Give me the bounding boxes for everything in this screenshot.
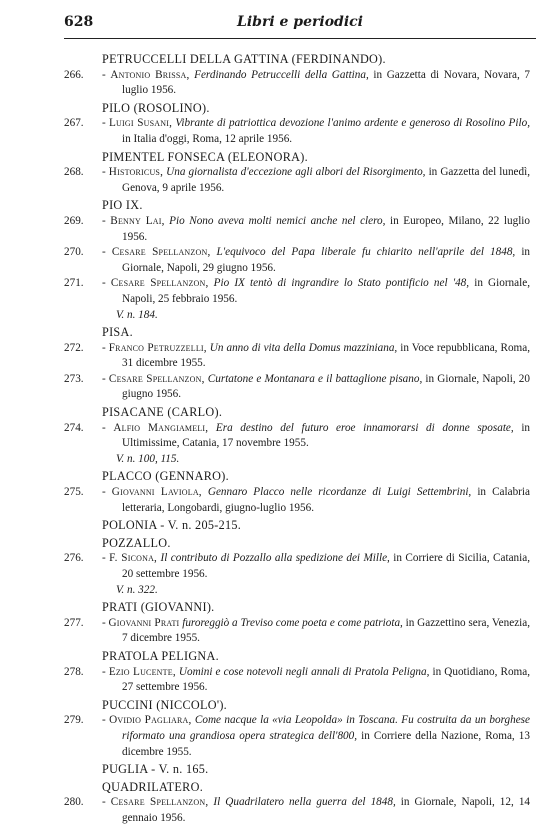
cross-reference: V. n. 100, 115. — [116, 452, 180, 465]
section-heading: PUGLIA - V. n. 165. — [102, 762, 209, 777]
entry-number: 268. — [64, 166, 84, 179]
bibliography-list — [64, 50, 530, 827]
cross-reference: V. n. 322. — [116, 583, 158, 596]
bibliography-entry — [64, 795, 530, 826]
entry-author: Ezio Lucente, — [108, 665, 176, 678]
entry-author: Ovidio Pagliara, — [109, 714, 192, 727]
entry-title: Pio Nono aveva molti nemici anche nel clero, — [169, 214, 386, 227]
page-header — [64, 14, 536, 36]
entry-publication: in Voce repubblicana, Roma, 31 dicembre 1955. — [122, 341, 531, 370]
section-heading: PETRUCCELLI DELLA GATTINA (FERDINANDO). — [102, 52, 386, 66]
section-heading: QUADRILATERO. — [102, 779, 204, 794]
section-heading: PILO (ROSOLINO). — [102, 100, 210, 115]
bibliography-entry — [64, 616, 530, 647]
entry-publication: in Quotidiano, Roma, 27 settembre 1956. — [122, 665, 531, 694]
entry-number: 271. — [64, 277, 84, 290]
entry-number: 277. — [64, 616, 84, 629]
bibliography-entry — [64, 341, 530, 372]
bibliography-entry — [64, 68, 530, 99]
entry-publication: in Ultimissime, Catania, 17 novembre 1955. — [122, 421, 531, 450]
bibliography-entry — [64, 245, 530, 276]
entry-title: furoreggiò a Treviso come poeta e come patriota, — [182, 616, 403, 629]
entry-number: 279. — [64, 714, 84, 727]
entry-author: Cesare Spellanzon, — [110, 277, 209, 290]
section-heading: PRATI (GIOVANNI). — [102, 600, 215, 615]
entry-number: 276. — [64, 552, 84, 565]
entry-number: 280. — [64, 796, 84, 809]
entry-publication: in Corriere della Nazione, Roma, 13 dicembre 1955. — [122, 729, 530, 758]
bibliography-entry — [64, 485, 530, 516]
entry-title: Un anno di vita della Domus mazziniana, — [209, 341, 398, 354]
entry-text: - F. Sicona, Il contributo di Pozzallo alla spedizione dei Mille, in Corriere di Sicilia, Catania, 20 settembre 1956. — [102, 552, 531, 580]
entry-number: 270. — [64, 246, 84, 259]
section-heading: PISA. — [102, 325, 133, 340]
entry-text: - Antonio Brissa, Ferdinando Petruccelli della Gattina, in Gazzetta di Novara, Novara, 7 luglio 1956. — [102, 68, 531, 97]
entry-author: Cesare Spellanzon, — [110, 796, 209, 809]
entry-number: 273. — [64, 372, 84, 385]
entry-author: Antonio Brissa, — [110, 68, 190, 81]
bibliography-entry — [64, 116, 530, 147]
entry-title: Il Quadrilatero nella guerra del 1848, — [213, 796, 396, 809]
page-number: 628 — [64, 14, 94, 30]
entry-author: Alfio Mangiameli, — [113, 421, 209, 434]
entry-publication: in Calabria letteraria, Longobardi, giugno-luglio 1956. — [122, 486, 530, 514]
section-heading: PUCCINI (NICCOLO'). — [102, 697, 228, 712]
bibliography-entry — [64, 551, 530, 582]
entry-text: - Historicus, Una giornalista d'eccezione agli albori del Risorgimento, in Gazzetta del lunedì, Genova, 9 aprile 1956. — [102, 166, 531, 194]
entry-title: Gennaro Placco nelle ricordanze di Luigi Settembrini, — [207, 486, 472, 499]
entry-text: - Luigi Susani, Vibrante di patriottica devozione l'animo ardente e generoso di Rosolino Pilo, in Italia d'oggi, Roma, 12 aprile 1956. — [102, 117, 530, 145]
entry-title: Era destino del futuro eroe innamorarsi di donne sposate, — [215, 421, 514, 434]
entry-text: - Alfio Mangiameli, Era destino del futuro eroe innamorarsi di donne sposate, in Ultimissime, Catania, 17 novembre 1955. — [102, 421, 531, 450]
entry-publication: in Europeo, Milano, 22 luglio 1956. — [122, 214, 531, 243]
entry-title: L'equivoco del Papa liberale fu chiarito nell'aprile del 1848, — [216, 246, 516, 259]
section-heading: POLONIA - V. n. 205-215. — [102, 518, 242, 533]
section-heading: PIO IX. — [102, 198, 143, 213]
entry-number: 269. — [64, 214, 84, 227]
entry-text: - Cesare Spellanzon, L'equivoco del Papa liberale fu chiarito nell'aprile del 1848, in Giornale, Napoli, 29 giugno 1956. — [102, 246, 531, 274]
entry-number: 278. — [64, 665, 84, 678]
entry-publication: in Corriere di Sicilia, Catania, 20 settembre 1956. — [122, 552, 531, 580]
entry-text: - Giovanni Prati furoreggiò a Treviso come poeta e come patriota, in Gazzettino sera, Venezia, 7 dicembre 1955. — [102, 616, 531, 645]
entry-author: Cesare Spellanzon, — [111, 246, 211, 259]
entry-publication: in Giornale, Napoli, 25 febbraio 1956. — [122, 277, 530, 305]
entry-text: - Giovanni Laviola, Gennaro Placco nelle ricordanze di Luigi Settembrini, in Calabria letteraria, Longobardi, giugno-luglio 1956. — [102, 486, 530, 514]
entry-publication: in Giornale, Napoli, 20 giugno 1956. — [122, 372, 530, 401]
entry-title: Il contributo di Pozzallo alla spedizione dei Mille, — [160, 552, 390, 565]
entry-number: 267. — [64, 117, 84, 130]
cross-reference: V. n. 184. — [116, 308, 158, 321]
entry-text: - Ezio Lucente, Uomini e cose notevoli negli annali di Pratola Peligna, in Quotidiano, Roma, 27 settembre 1956. — [102, 665, 531, 694]
entry-author: Cesare Spellanzon, — [108, 372, 205, 385]
entry-publication: in Giornale, Napoli, 12, 14 gennaio 1956. — [122, 796, 531, 824]
entry-text: - Cesare Spellanzon, Il Quadrilatero nella guerra del 1848, in Giornale, Napoli, 12, 14 gennaio 1956. — [102, 796, 531, 824]
section-heading: PLACCO (GENNARO). — [102, 469, 229, 484]
section-heading: PISACANE (CARLO). — [102, 405, 223, 420]
entry-text: - Franco Petruzzelli, Un anno di vita della Domus mazziniana, in Voce repubblicana, Roma, 31 dicembre 1955. — [102, 341, 531, 370]
entry-title: Come nacque la «via Leopolda» in Toscana. Fu costruita da un borghese riformato una grandiosa opera strategica dell'800, — [122, 714, 531, 742]
bibliography-entry — [64, 276, 530, 307]
bibliography-entry — [64, 214, 530, 245]
section-heading: PRATOLA PELIGNA. — [102, 648, 219, 663]
entry-publication: in Italia d'oggi, Roma, 12 aprile 1956. — [122, 132, 293, 145]
entry-author: Giovanni Laviola, — [111, 486, 202, 499]
entry-text: - Ovidio Pagliara, Come nacque la «via Leopolda» in Toscana. Fu costruita da un borghese riformato una grandiosa opera strategica dell'800, in Corriere della Nazione, Roma, 13 dicembre 1955. — [102, 714, 531, 758]
entry-author: Franco Petruzzelli, — [108, 341, 207, 354]
header-rule — [64, 38, 536, 39]
section-heading: POZZALLO. — [102, 535, 171, 550]
entry-publication: in Gazzetta di Novara, Novara, 7 luglio 1956. — [122, 68, 531, 97]
entry-title: Vibrante di patriottica devozione l'animo ardente e generoso di Rosolino Pilo, — [175, 117, 530, 130]
entry-number: 275. — [64, 486, 84, 499]
bibliography-entry — [64, 165, 530, 196]
entry-title: Ferdinando Petruccelli della Gattina, — [194, 68, 369, 81]
entry-publication: in Giornale, Napoli, 29 giugno 1956. — [122, 246, 531, 274]
entry-author: Historicus, — [108, 166, 164, 179]
entry-title: Pio IX tentò di ingrandire lo Stato pontificio nel '48, — [213, 277, 470, 290]
entry-author: Giovanni Prati — [108, 616, 180, 629]
entry-number: 272. — [64, 341, 84, 354]
entry-author: Benny Lai, — [110, 214, 165, 227]
bibliography-entry — [64, 713, 530, 760]
entry-number: 266. — [64, 68, 84, 81]
entry-text: - Cesare Spellanzon, Curtatone e Montanara e il battaglione pisano, in Giornale, Napoli, 20 giugno 1956. — [102, 372, 530, 401]
entry-number: 274. — [64, 421, 84, 434]
running-title: Libri e periodici — [237, 14, 363, 30]
entry-author: F. Sicona, — [109, 552, 158, 565]
entry-publication: in Gazzettino sera, Venezia, 7 dicembre 1955. — [122, 616, 531, 645]
entry-author: Luigi Susani, — [109, 117, 173, 130]
entry-title: Curtatone e Montanara e il battaglione pisano, — [207, 372, 423, 385]
entry-title: Una giornalista d'eccezione agli albori del Risorgimento, — [166, 166, 426, 179]
bibliography-entry — [64, 665, 530, 696]
bibliography-entry — [64, 421, 530, 452]
entry-title: Uomini e cose notevoli negli annali di Pratola Peligna, — [178, 665, 430, 678]
entry-publication: in Gazzetta del lunedì, Genova, 9 aprile 1956. — [122, 166, 531, 194]
entry-text: - Cesare Spellanzon, Pio IX tentò di ingrandire lo Stato pontificio nel '48, in Giornale, Napoli, 25 febbraio 1956. — [102, 277, 530, 305]
section-heading: PIMENTEL FONSECA (ELEONORA). — [102, 149, 308, 164]
entry-text: - Benny Lai, Pio Nono aveva molti nemici anche nel clero, in Europeo, Milano, 22 luglio 1956. — [102, 214, 531, 243]
bibliography-entry — [64, 372, 530, 403]
